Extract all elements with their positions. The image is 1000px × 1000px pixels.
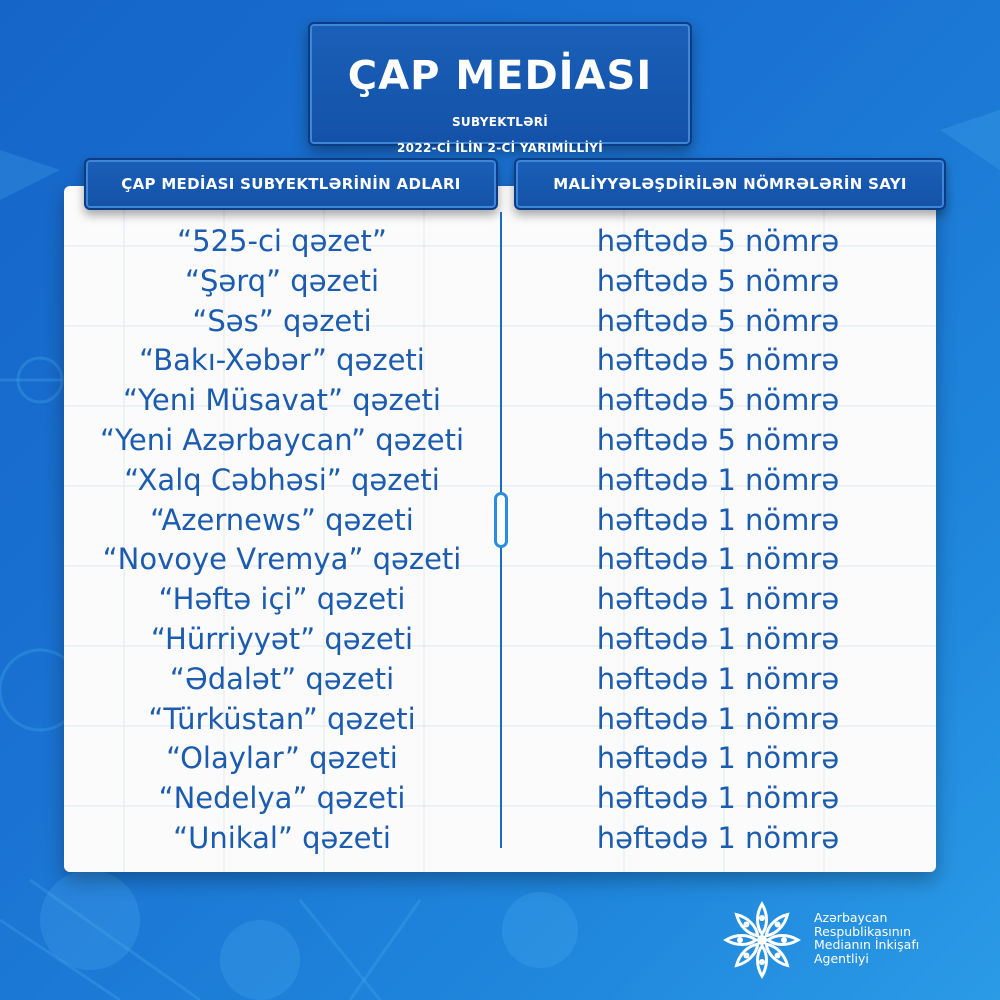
table-row (64, 540, 936, 580)
table-row (64, 501, 936, 541)
issue-count: həftədə 5 nömrə (596, 383, 840, 418)
table-body (64, 222, 936, 859)
outlet-name: “Şərq” qəzeti (184, 263, 380, 298)
column-header-names: ÇAP MEDİASI SUBYEKTLƏRİNİN ADLARI (84, 158, 498, 210)
table-row (64, 660, 936, 700)
outlet-name: “Türküstan” qəzeti (148, 701, 416, 736)
outlet-name: “Novoye Vremya” qəzeti (102, 542, 462, 577)
table-row (64, 381, 936, 421)
outlet-name: “Azernews” qəzeti (150, 502, 414, 537)
table-row (64, 262, 936, 302)
outlet-name: “Xalq Cəbhəsi” qəzeti (124, 462, 440, 497)
title-box (308, 22, 692, 155)
table-row (64, 739, 936, 779)
agency-line: Agentliyi (814, 950, 869, 966)
outlet-name: “Səs” qəzeti (192, 303, 372, 338)
table-row (64, 461, 936, 501)
agency-line: Medianın İnkişafı (814, 937, 920, 952)
outlet-name: “Nedelya” qəzeti (158, 781, 406, 816)
issue-count: həftədə 1 nömrə (596, 741, 840, 776)
outlet-name: “Həftə içi” qəzeti (158, 582, 406, 617)
outlet-name: “Bakı-Xəbər” qəzeti (139, 343, 425, 378)
outlet-name: “Unikal” qəzeti (173, 820, 391, 855)
issue-count: həftədə 1 nömrə (596, 621, 840, 656)
issue-count: həftədə 1 nömrə (596, 502, 840, 537)
issue-count: həftədə 5 nömrə (596, 343, 840, 378)
table-row (64, 222, 936, 262)
column-header-counts: MALİYYƏLƏŞDİRİLƏN NÖMRƏLƏRİN SAYI (514, 158, 946, 210)
issue-count: həftədə 5 nömrə (596, 224, 840, 258)
outlet-name: “Yeni Azərbaycan” qəzeti (99, 422, 465, 457)
issue-count: həftədə 1 nömrə (596, 462, 840, 497)
outlet-name: “Hürriyyət” qəzeti (150, 621, 414, 656)
table-row (64, 819, 936, 859)
page-title: ÇAP MEDİASI (347, 53, 653, 99)
period-label: 2022-Cİ İLİN 2-Cİ YARIMİLLİYİ (397, 141, 603, 155)
agency-name (814, 911, 994, 965)
issue-count: həftədə 5 nömrə (596, 263, 840, 298)
agency-line: Respublikasının (814, 923, 912, 939)
table-row (64, 302, 936, 342)
outlet-name: “Olaylar” qəzeti (166, 741, 398, 776)
issue-count: həftədə 1 nömrə (596, 820, 840, 855)
issue-count: həftədə 5 nömrə (596, 303, 840, 338)
table-row (64, 580, 936, 620)
table-row (64, 341, 936, 381)
issue-count: həftədə 1 nömrə (596, 701, 840, 736)
table-row (64, 700, 936, 740)
page-subtitle: SUBYEKTLƏRİ (451, 115, 549, 129)
table-row (64, 620, 936, 660)
outlet-name: “Yeni Müsavat” qəzeti (123, 383, 441, 418)
table-row (64, 421, 936, 461)
table-row (64, 779, 936, 819)
snowflake-ornament-icon (722, 900, 802, 980)
agency-line: Azərbaycan (814, 910, 888, 925)
issue-count: həftədə 1 nömrə (596, 661, 840, 696)
issue-count: həftədə 5 nömrə (596, 422, 840, 457)
outlet-name: “525-ci qəzet” (177, 224, 387, 258)
issue-count: həftədə 1 nömrə (596, 582, 840, 617)
issue-count: həftədə 1 nömrə (596, 781, 840, 816)
issue-count: həftədə 1 nömrə (596, 542, 840, 577)
outlet-name: “Ədalət” qəzeti (169, 661, 395, 696)
